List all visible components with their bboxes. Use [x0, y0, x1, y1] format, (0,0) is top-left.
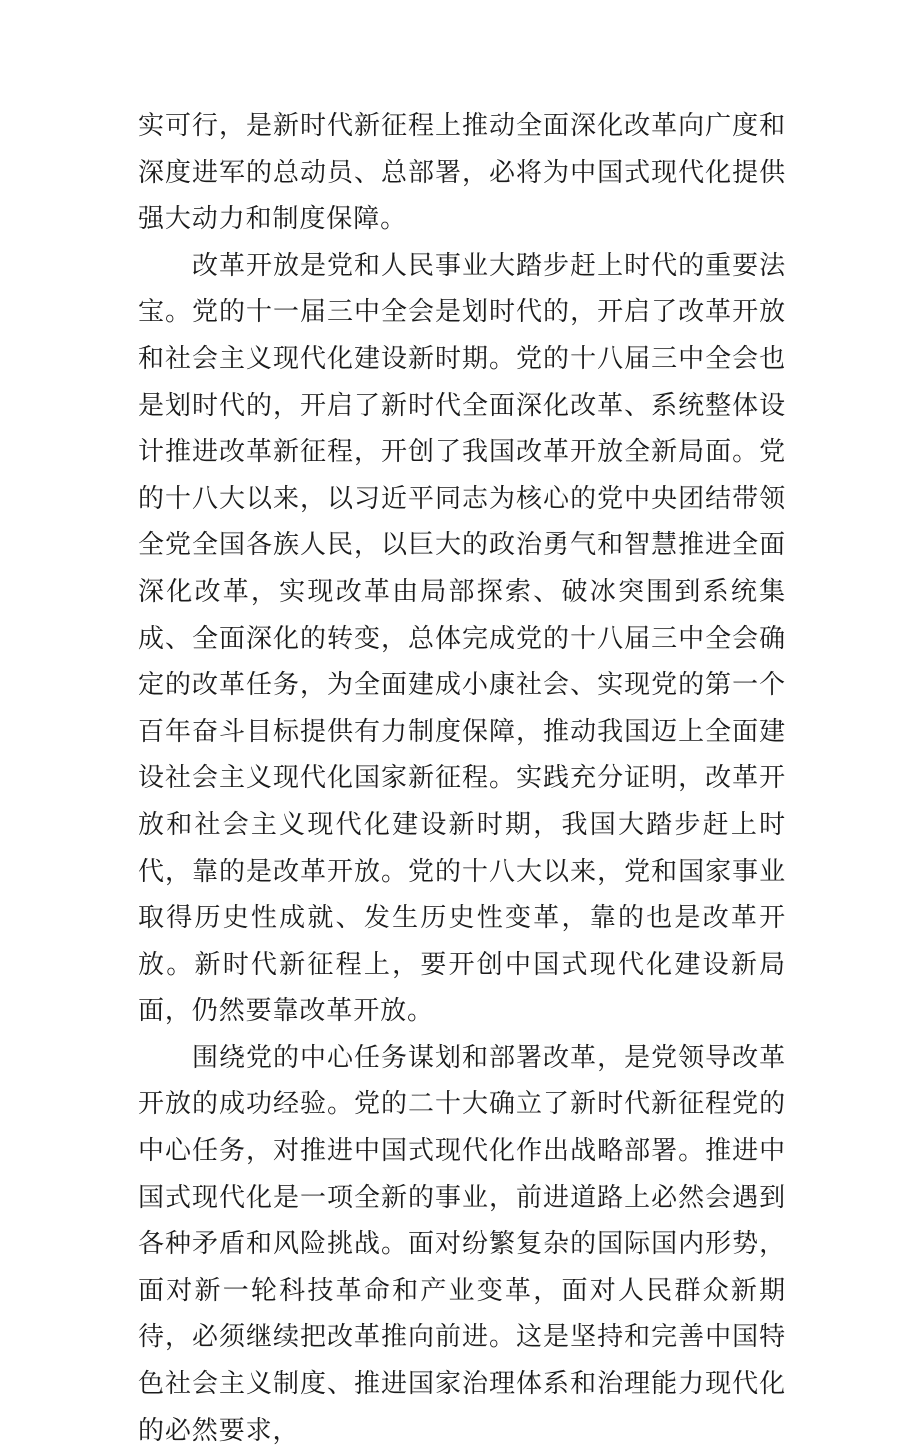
document-body: [138, 103, 786, 1454]
paragraph-2: 改革开放是党和人民事业大踏步赶上时代的重要法宝。党的十一届三中全会是划时代的，开启了改革开放和社会主义现代化建设新时期。党的十八届三中全会也是划时代的，开启了新时代全面深化改革、系统整体设计推进改革新征程，开创了我国改革开放全新局面。党的十八大以来，以习近平同志为核心的党中央团结带领全党全国各族人民，以巨大的政治勇气和智慧推进全面深化改革，实现改革由局部探索、破冰突围到系统集成、全面深化的转变，总体完成党的十八届三中全会确定的改革任务，为全面建成小康社会、实现党的第一个百年奋斗目标提供有力制度保障，推动我国迈上全面建设社会主义现代化国家新征程。实践充分证明，改革开放和社会主义现代化建设新时期，我国大踏步赶上时代，靠的是改革开放。党的十八大以来，党和国家事业取得历史性成就、发生历史性变革，靠的也是改革开放。新时代新征程上，要开创中国式现代化建设新局面，仍然要靠改革开放。: [138, 250, 786, 1027]
paragraph-3: 围绕党的中心任务谋划和部署改革，是党领导改革开放的成功经验。党的二十大确立了新时代新征程党的中心任务，对推进中国式现代化作出战略部署。推进中国式现代化是一项全新的事业，前进道路上必然会遇到各种矛盾和风险挑战。面对纷繁复杂的国际国内形势，面对新一轮科技革命和产业变革，面对人民群众新期待，必须继续把改革推向前进。这是坚持和完善中国特色社会主义制度、推进国家治理体系和治理能力现代化的必然要求，: [138, 1042, 786, 1446]
paragraph-1: 实可行，是新时代新征程上推动全面深化改革向广度和深度进军的总动员、总部署，必将为中国式现代化提供强大动力和制度保障。: [138, 111, 786, 235]
